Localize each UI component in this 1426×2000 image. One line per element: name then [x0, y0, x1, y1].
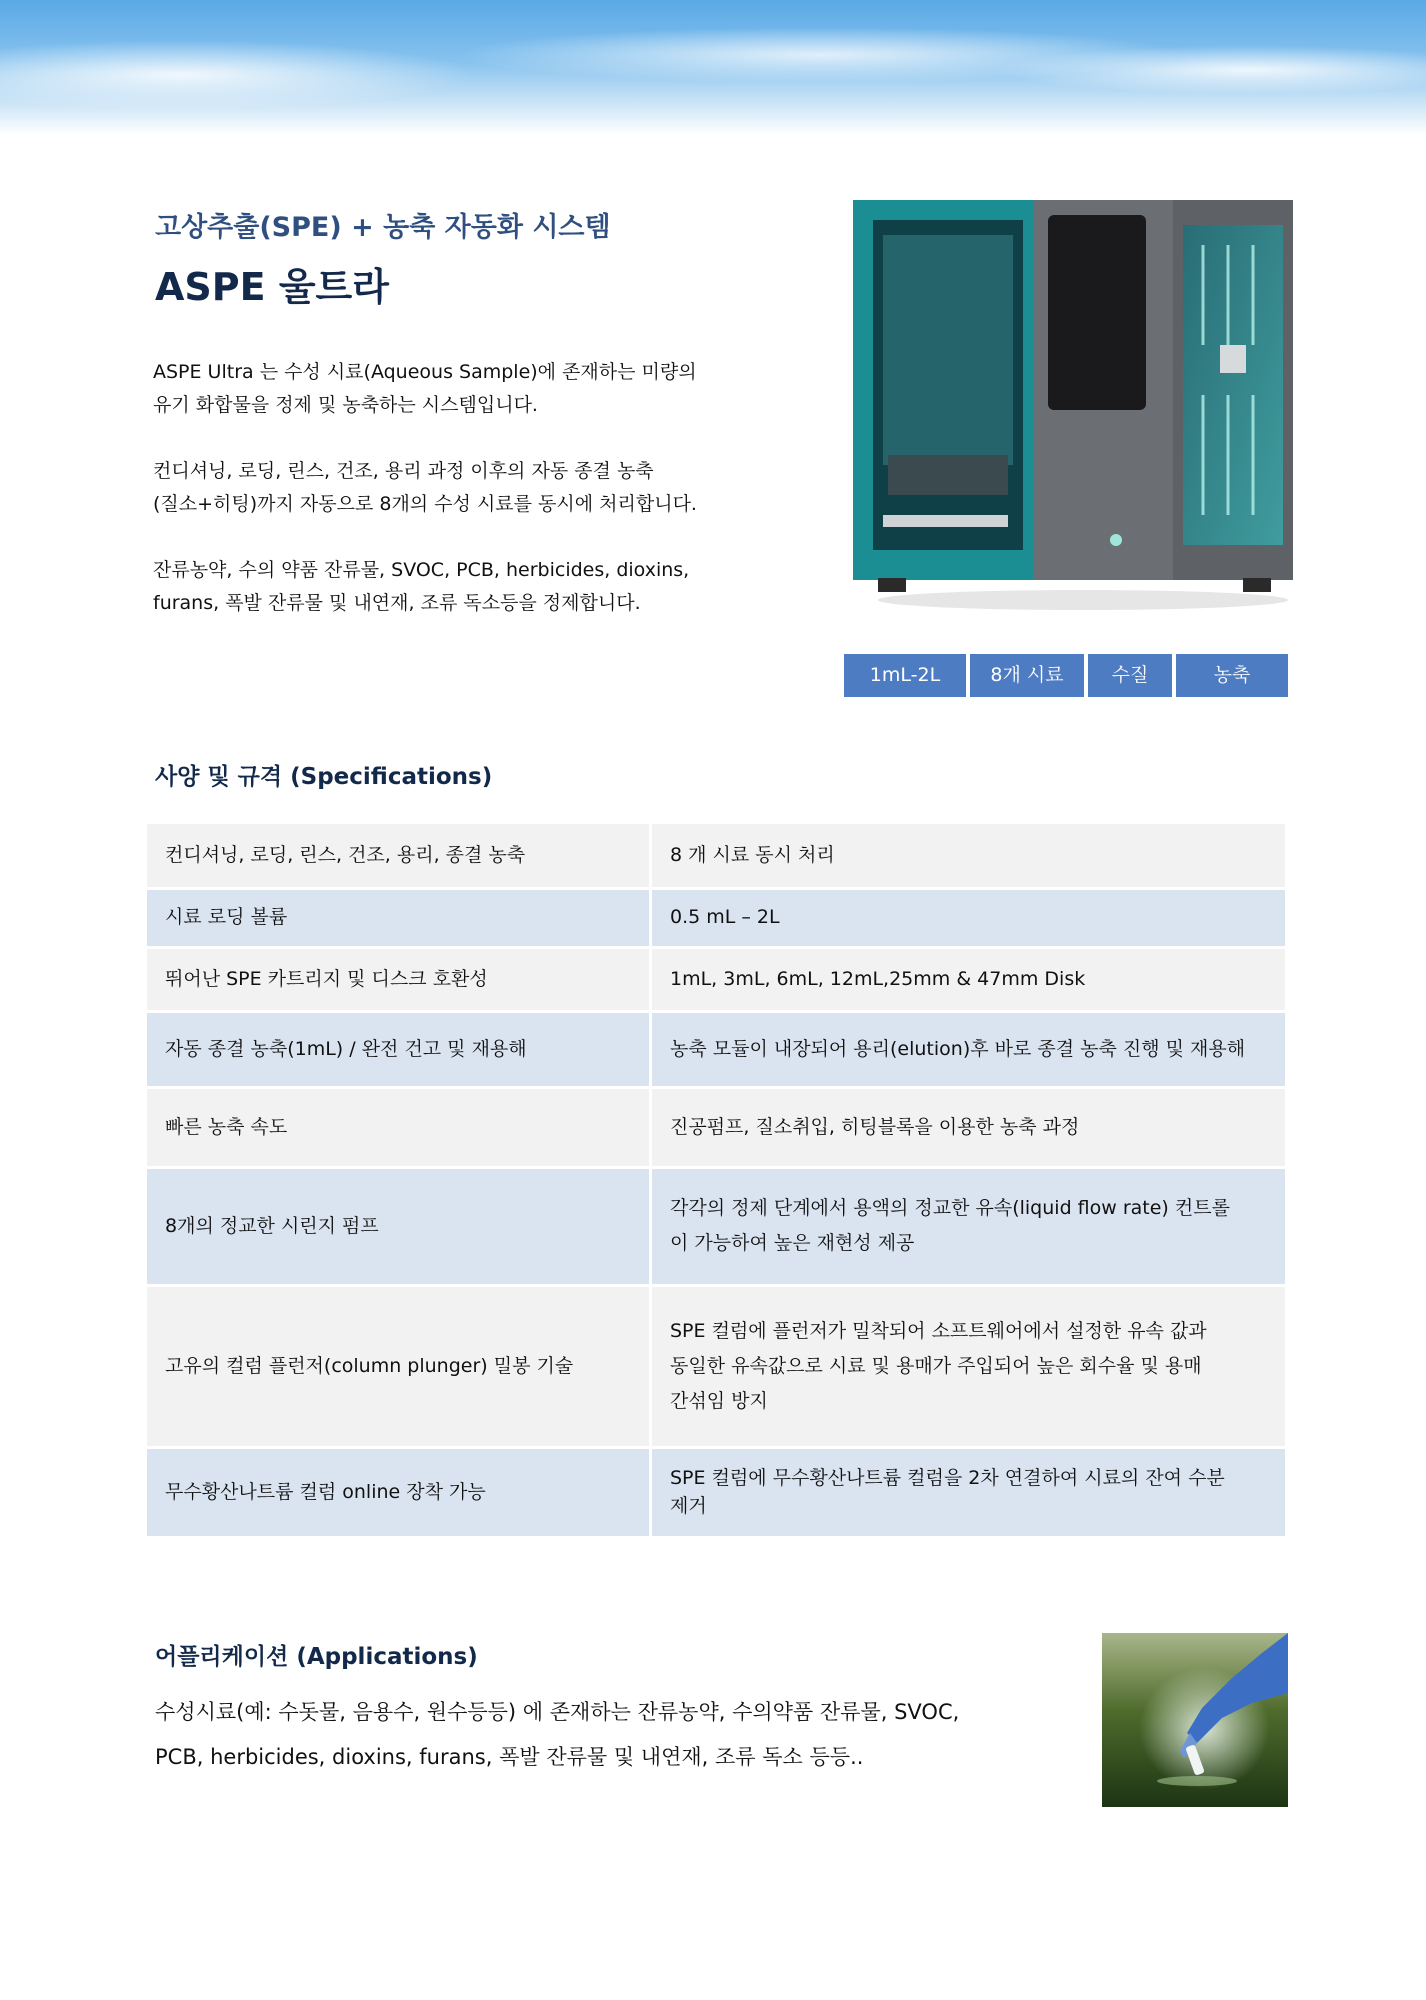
spec-key: 무수황산나트륨 컬럼 online 장착 가능	[147, 1447, 651, 1537]
spec-value	[651, 1447, 1287, 1537]
spec-value-line: 진공펌프, 질소취입, 히팅블록을 이용한 농축 과정	[670, 1115, 1080, 1138]
intro-line: ASPE Ultra 는 수성 시료(Aqueous Sample)에 존재하는 미량의	[153, 361, 697, 383]
spec-key: 시료 로딩 볼륨	[147, 888, 651, 947]
spec-value-line: 제거	[670, 1495, 707, 1517]
water-sampling-photo	[1102, 1633, 1288, 1807]
intro-paragraph	[153, 455, 753, 521]
spec-key: 컨디셔닝, 로딩, 린스, 건조, 용리, 종결 농축	[147, 824, 651, 888]
spec-key: 뛰어난 SPE 카트리지 및 디스크 호환성	[147, 947, 651, 1011]
tag-volume: 1mL-2L	[844, 654, 966, 697]
spec-value	[651, 1011, 1287, 1087]
feature-tags	[844, 654, 1288, 697]
spec-value	[651, 888, 1287, 947]
spec-value	[651, 1087, 1287, 1167]
spec-key: 고유의 컬럼 플런저(column plunger) 밀봉 기술	[147, 1285, 651, 1447]
product-image	[848, 195, 1298, 615]
spec-value-line: 농축 모듈이 내장되어 용리(elution)후 바로 종결 농축 진행 및 재용해	[670, 1037, 1246, 1060]
intro-line: (질소+히팅)까지 자동으로 8개의 수성 시료를 동시에 처리합니다.	[153, 493, 697, 515]
tag-samples: 8개 시료	[970, 654, 1084, 697]
applications-heading: 어플리케이션 (Applications)	[155, 1644, 478, 1670]
intro-paragraph	[153, 356, 753, 422]
spec-value-line: 각각의 정제 단계에서 용액의 정교한 유속(liquid flow rate) 컨트롤	[670, 1197, 1230, 1219]
applications-line: 수성시료(예: 수돗물, 음용수, 원수등등) 에 존재하는 잔류농약, 수의약품 잔류물, SVOC,	[155, 1700, 960, 1724]
table-row	[147, 1447, 1287, 1537]
spec-value	[651, 824, 1287, 888]
specifications-table	[147, 824, 1288, 1539]
spec-value	[651, 947, 1287, 1011]
spec-value-line: SPE 컬럼에 무수황산나트륨 컬럼을 2차 연결하여 시료의 잔여 수분	[670, 1467, 1225, 1489]
intro-line: furans, 폭발 잔류물 및 내연재, 조류 독소등을 정제합니다.	[153, 592, 641, 614]
spec-key: 자동 종결 농축(1mL) / 완전 건고 및 재용해	[147, 1011, 651, 1087]
page-title: ASPE 울트라	[155, 265, 389, 309]
spec-value-line: 간섞임 방지	[670, 1389, 768, 1412]
spec-key: 8개의 정교한 시린지 펌프	[147, 1167, 651, 1285]
intro-line: 유기 화합물을 정제 및 농축하는 시스템입니다.	[153, 394, 538, 416]
spec-value-line: 8 개 시료 동시 처리	[670, 843, 835, 866]
table-row	[147, 1087, 1287, 1167]
intro-text	[153, 356, 753, 653]
spec-value-line: 동일한 유속값으로 시료 및 용매가 주입되어 높은 회수율 및 용매	[670, 1354, 1202, 1377]
table-row	[147, 1167, 1287, 1285]
spec-value-line: SPE 컬럼에 플런저가 밀착되어 소프트웨어에서 설정한 유속 값과	[670, 1319, 1207, 1342]
table-row	[147, 1285, 1287, 1447]
tag-concentration: 농축	[1176, 654, 1288, 697]
spec-value-line: 0.5 mL – 2L	[670, 906, 780, 928]
applications-text	[155, 1690, 1015, 1780]
specifications-heading: 사양 및 규격 (Specifications)	[155, 764, 493, 790]
applications-line: PCB, herbicides, dioxins, furans, 폭발 잔류물 및 내연재, 조류 독소 등등..	[155, 1745, 864, 1769]
spec-value	[651, 1167, 1287, 1285]
table-row	[147, 1011, 1287, 1087]
spec-value-line: 이 가능하여 높은 재현성 제공	[670, 1232, 915, 1254]
table-row	[147, 947, 1287, 1011]
table-row	[147, 888, 1287, 947]
spec-value-line: 1mL, 3mL, 6mL, 12mL,25mm & 47mm Disk	[670, 967, 1086, 990]
intro-paragraph	[153, 554, 753, 620]
tag-water: 수질	[1088, 654, 1172, 697]
page-subtitle: 고상추출(SPE) + 농축 자동화 시스템	[155, 212, 611, 243]
table-row	[147, 824, 1287, 888]
intro-line: 잔류농약, 수의 약품 잔류물, SVOC, PCB, herbicides, dioxins,	[153, 559, 690, 581]
spec-value	[651, 1285, 1287, 1447]
sky-banner	[0, 0, 1426, 135]
intro-line: 컨디셔닝, 로딩, 린스, 건조, 용리 과정 이후의 자동 종결 농축	[153, 460, 654, 482]
spec-key: 빠른 농축 속도	[147, 1087, 651, 1167]
